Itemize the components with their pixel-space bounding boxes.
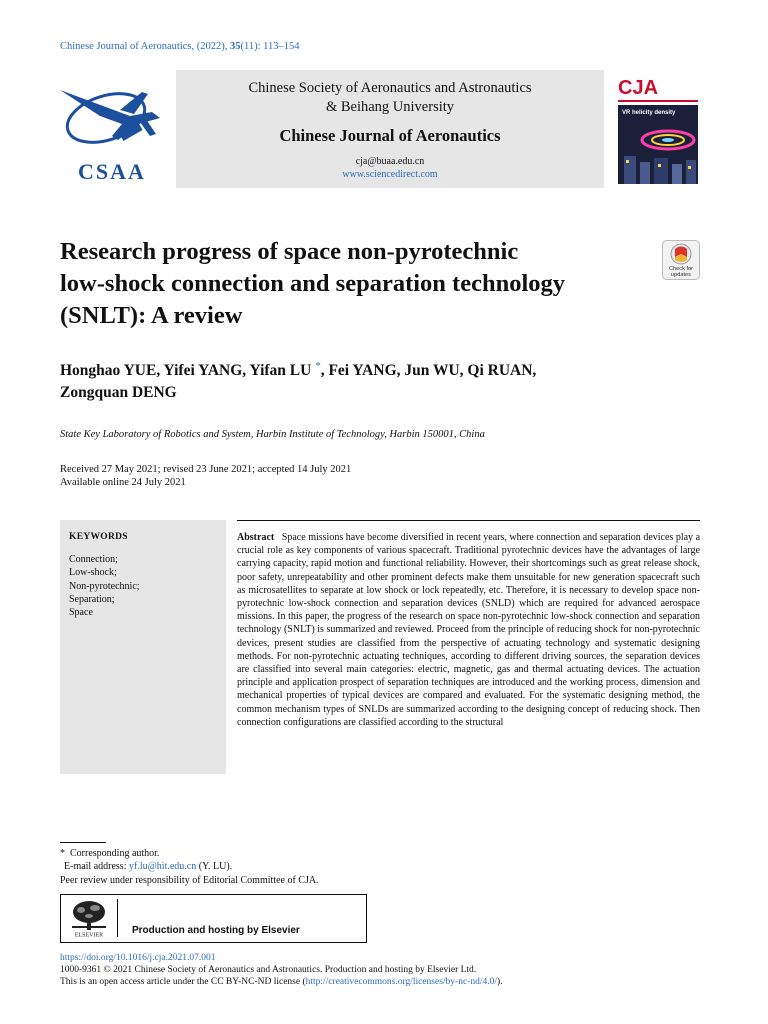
csaa-emblem-icon (60, 70, 176, 188)
csaa-logo (60, 70, 176, 188)
citation-volume: 35 (230, 41, 241, 52)
corresponding-author-mark[interactable]: * (315, 360, 321, 372)
society-panel (176, 70, 604, 188)
keyword-item: Low-shock; (69, 567, 117, 579)
online-date: Available online 24 July 2021 (60, 477, 186, 488)
cover-cja-text: CJA (618, 77, 659, 99)
journal-cover-thumbnail[interactable] (604, 70, 708, 188)
title-line2: low-shock connection and separation technology (60, 270, 566, 297)
author-list (60, 355, 700, 404)
license-prefix: This is an open access article under the CC BY-NC-ND license ( (60, 977, 306, 987)
csaa-logo-text: CSAA (78, 159, 146, 184)
keyword-item: Space (69, 607, 93, 619)
peer-review-note: Peer review under responsibility of Editorial Committee of CJA. (60, 875, 319, 886)
footnote-star: * (60, 848, 65, 859)
article-dates (60, 463, 700, 489)
email-label: E-mail address: (64, 861, 127, 872)
svg-text:Check for: Check for (669, 266, 693, 272)
crossmark-icon (662, 240, 700, 280)
paper-title (60, 236, 620, 332)
corresponding-author-note: Corresponding author. (70, 848, 160, 859)
citation-issue-pages: (11): 113–154 (240, 41, 300, 52)
elsevier-tree-icon (68, 898, 110, 938)
license-link[interactable]: http://creativecommons.org/licenses/by-nc-nd/4.0/ (305, 977, 497, 987)
elsevier-hosting-text: Production and hosting by Elsevier (132, 925, 300, 936)
affiliation: State Key Laboratory of Robotics and System, Harbin Institute of Technology, Harbin 150001, China (60, 429, 485, 440)
abstract-divider (237, 520, 700, 521)
authors-line2: Zongquan DENG (60, 384, 177, 402)
society-name-line2: & Beihang University (325, 99, 455, 115)
license-suffix: ). (497, 977, 503, 987)
email-owner: (Y. LU). (198, 861, 233, 872)
abstract-label: Abstract (237, 532, 275, 543)
authors-rest: , Fei YANG, Jun WU, Qi RUAN, (320, 362, 537, 380)
check-for-updates-badge[interactable] (662, 240, 700, 280)
copyright-notice: 1000-9361 © 2021 Chinese Society of Aeronautics and Astronautics. Production and hosting by Elsevier Ltd. (60, 965, 477, 975)
footnote-divider (60, 842, 106, 843)
svg-text:updates: updates (671, 272, 691, 278)
doi-link[interactable]: https://doi.org/10.1016/j.cja.2021.07.001 (60, 953, 216, 963)
authors-line1 (60, 355, 700, 382)
keywords-panel (60, 520, 226, 774)
authors-first: Honghao YUE, Yifei YANG, Yifan LU (60, 362, 312, 380)
citation-line[interactable] (60, 41, 300, 52)
title-line1: Research progress of space non-pyrotechnic (60, 238, 519, 265)
email-footnote (64, 860, 232, 873)
elsevier-hosting-box (60, 894, 367, 943)
received-dates: Received 27 May 2021; revised 23 June 2021; accepted 14 July 2021 (60, 464, 352, 475)
journal-header (60, 70, 708, 188)
abstract-text: Space missions have become diversified in recent years, where connection and separation devices play a crucial role as key components of various spacecraft. Traditional pyrotechnic devices have the advantages of large carrying capacity, rapid motion and functional reliability. However, their shortcomings such as great release shock, poor safety, unrepeatability and other prominent defects make them unsuitable for new generation spacecraft such as microsatellites to separate at low shock or lock repeatedly, etc. Therefore, it is necessary to develop space non-pyrotechnic low-shock connection and separation devices (SNLD) which are required for advanced aerospace missions. In this paper, the progress of the research on space non-pyrotechnic low-shock connection and separation technology (SNLT) is summarized and reviewed. Proceed from the principle of reducing shock for non-pyrotechnic devices, present studies are classified from the perspective of actuating technology and systematic designing methods. For non-pyrotechnic actuating techniques, according to different driving sources, the separation devices are classified into several main categories: electric, magnetic, gas and thermal actuating devices. The actuation principle and application prospect of separation techniques are introduced and the working process, dimension and mechanical properties of typical devices are compared and evaluated. For the systematic designing method, the common mechanism types of SNLDs are summarized according to the designing concept of reducing shock. Then connection configurations are classified according to the structural (237, 532, 701, 728)
keyword-item: Non-pyrotechnic; (69, 580, 140, 592)
cover-headline: VR helicity density (622, 110, 676, 116)
corresponding-footnote (60, 847, 159, 860)
keyword-item: Separation; (69, 593, 115, 605)
citation-journal: Chinese Journal of Aeronautics, (2022), (60, 41, 228, 52)
elsevier-logo[interactable] (68, 898, 110, 938)
keyword-item: Connection; (69, 554, 118, 565)
society-name-line1: Chinese Society of Aeronautics and Astronautics (248, 80, 532, 96)
elsevier-logo-label: ELSEVIER (74, 932, 104, 938)
cover-image (604, 70, 708, 188)
elsevier-divider (117, 899, 118, 937)
journal-email: cja@buaa.edu.cn (355, 156, 425, 167)
author-email-link[interactable]: yf.lu@hit.edu.cn (128, 861, 197, 872)
sciencedirect-link[interactable]: www.sciencedirect.com (342, 169, 438, 180)
abstract-body (237, 531, 700, 729)
keywords-heading: KEYWORDS (69, 532, 128, 542)
license-notice (60, 976, 503, 988)
journal-title: Chinese Journal of Aeronautics (279, 126, 501, 145)
keywords-list (69, 553, 140, 619)
title-line3: (SNLT): A review (60, 302, 243, 329)
